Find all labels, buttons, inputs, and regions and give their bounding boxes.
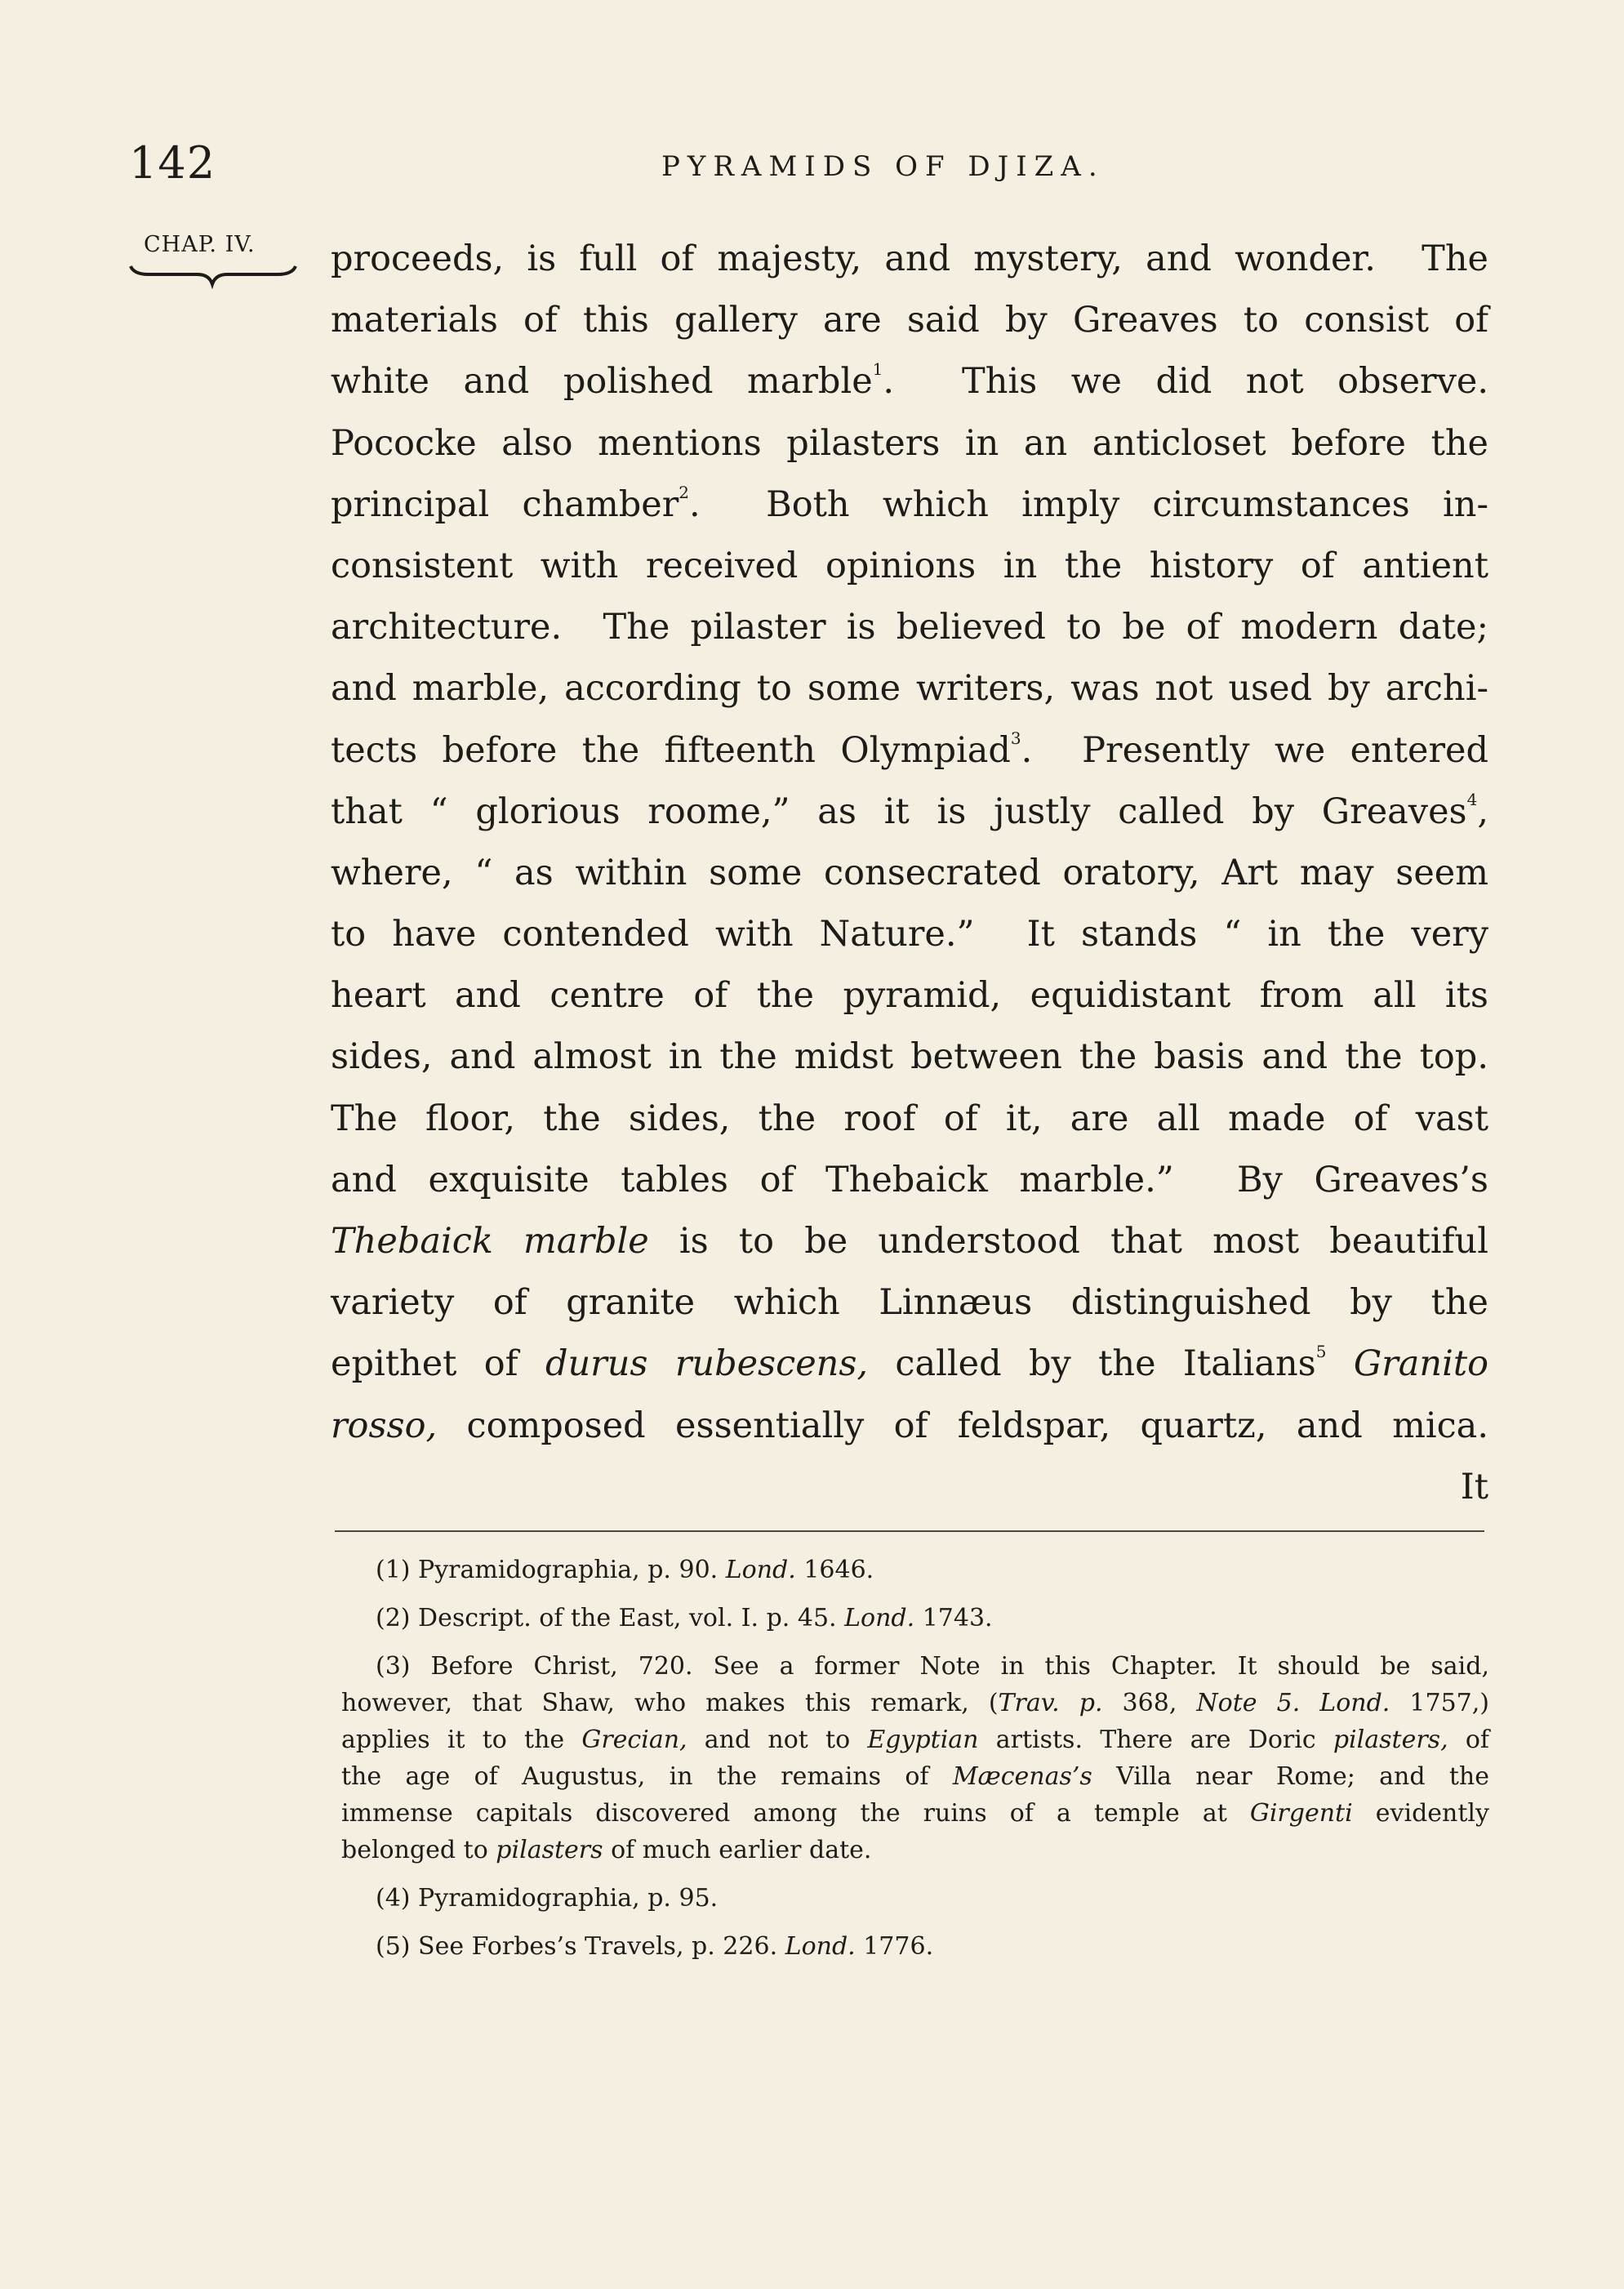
text-line: principal chamber$^2$. Both which imply circumstances in- [331,482,1488,525]
running-title: PYRAMIDS OF DJIZA. [661,150,1105,183]
text-line: white and polished marble$^1$. This we did not observe. [331,359,1489,403]
footnote-3-line: applies it to the Grecian, and not to Egyptian artists. There are Doric pilasters, of [341,1726,1489,1754]
footnote-1: (1) Pyramidographia, p. 90. Lond. 1646. [376,1556,874,1584]
footnote-ref[interactable]: 5 [1315,1342,1327,1362]
footnote-ref[interactable]: 1 [872,359,883,380]
brace-ornament [127,260,299,292]
page-number: 142 [129,137,216,189]
footnote-ref[interactable]: 4 [1466,789,1478,809]
footnote-2: (2) Descript. of the East, vol. I. p. 45. Lond. 1743. [376,1604,993,1632]
footnotes [341,1552,1489,1965]
text-line: epithet of durus rubescens, called by the Italians$^5$ Granito [331,1342,1488,1385]
text-line: heart and centre of the pyramid, equidistant from all its [331,975,1488,1017]
footnote-3-line: the age of Augustus, in the remains of Mæcenas’s Villa near Rome; and the [341,1762,1489,1791]
footnote-5: (5) See Forbes’s Travels, p. 226. Lond. 1776. [376,1932,934,1961]
text-line: The floor, the sides, the roof of it, are all made of vast [331,1098,1488,1139]
text-line: sides, and almost in the midst between the basis and the top. [331,1036,1488,1078]
footnote-3-line: however, that Shaw, who makes this remark, (Trav. p. 368, Note 5. Lond. 1757,) [341,1689,1489,1717]
text-line: variety of granite which Linnæus distinguished by the [331,1282,1488,1324]
text-line: consistent with received opinions in the history of antient [331,545,1488,586]
text-line: and exquisite tables of Thebaick marble.” By Greaves’s [331,1159,1488,1200]
text-line: tects before the fifteenth Olympiad$^3$. Presently we entered [331,728,1488,771]
text-line: Thebaick marble is to be understood that most beautiful [331,1221,1488,1262]
text-line: and marble, according to some writers, was not used by archi- [331,668,1488,710]
chapter-marginal-note [127,232,299,257]
text-line: proceeds, is full of majesty, and mystery, and wonder. The [331,238,1488,279]
text-line: that “ glorious roome,” as it is justly called by Greaves$^4$, [331,789,1488,832]
footnote-4: (4) Pyramidographia, p. 95. [376,1884,719,1913]
text-line: Pococke also mentions pilasters in an anticloset before the [331,422,1488,464]
footnote-rule [335,1530,1484,1532]
text-line: where, “ as within some consecrated oratory, Art may seem [331,852,1488,893]
footnote-3-line: belonged to pilasters of much earlier date. [341,1836,872,1864]
body-text [331,229,1488,1518]
chapter-label: CHAP. IV. [144,232,256,257]
catchword: It [1460,1466,1488,1507]
footnote-3-line: immense capitals discovered among the ruins of a temple at Girgenti evidently [341,1799,1489,1828]
text-line: rosso, composed essentially of feldspar, quartz, and mica. [331,1405,1488,1446]
text-line: materials of this gallery are said by Greaves to consist of [331,300,1488,341]
text-line: to have contended with Nature.” It stands “ in the very [331,914,1488,955]
footnote-ref[interactable]: 2 [679,482,689,502]
footnote-3: (3) Before Christ, 720. See a former Note in this Chapter. It should be said, [376,1652,1489,1681]
footnote-ref[interactable]: 3 [1010,728,1021,748]
text-line: architecture. The pilaster is believed to be of modern date; [331,607,1488,648]
